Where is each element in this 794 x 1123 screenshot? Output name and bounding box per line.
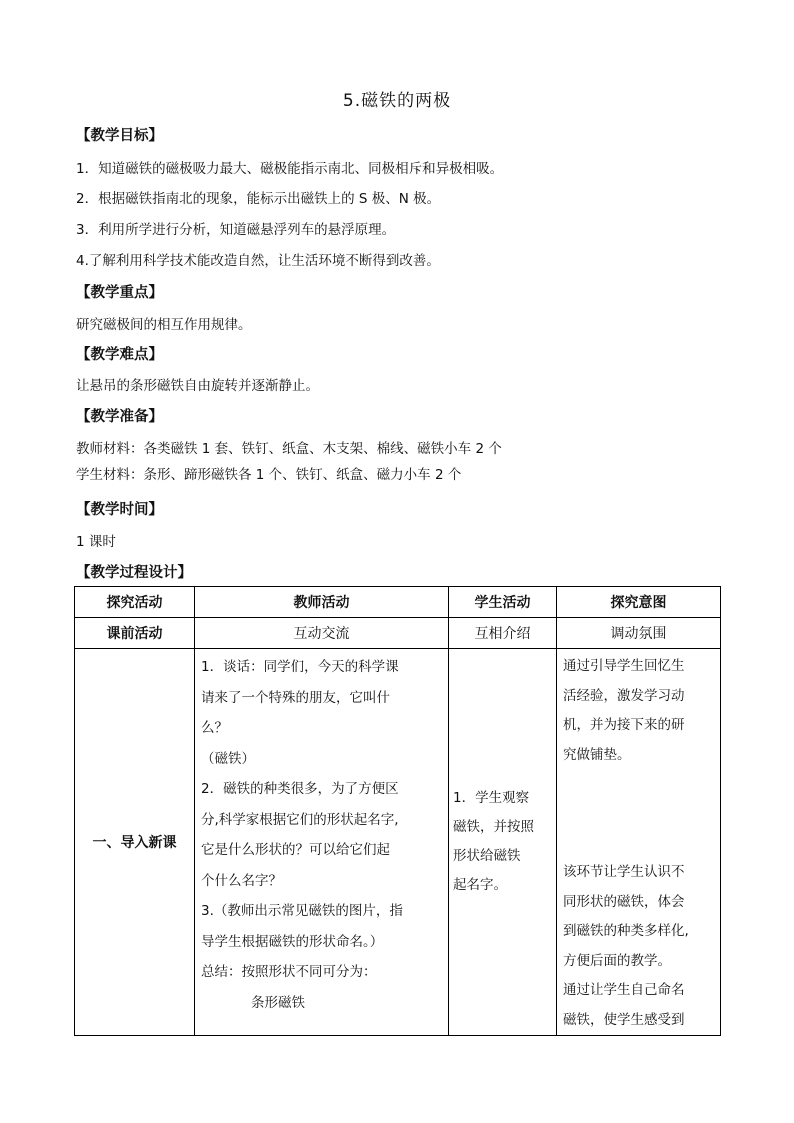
cell-intent: 调动氛围 [557,618,721,649]
header-student: 学生活动 [449,587,557,618]
difficulty-heading: 【教学难点】 [76,347,163,363]
text-line: 导学生根据磁铁的形状命名。） [201,933,384,950]
spacer [563,770,720,858]
text-line: 到磁铁的种类多样化, [563,923,689,939]
objective-2: 2．根据磁铁指南北的现象，能标示出磁铁上的 S 极、N 极。 [76,191,441,207]
text-line: 1．学生观察 [453,790,530,806]
text-line: 究做铺垫。 [563,746,631,763]
key-points-heading: 【教学重点】 [76,285,163,301]
text-line: 它是什么形状的？可以给它们起 [201,842,390,858]
objectives-heading: 【教学目标】 [76,128,163,144]
objective-1: 1．知道磁铁的磁极吸力最大、磁极能指示南北、同极相斥和异极相吸。 [76,161,504,177]
text-line: 1．谈话：同学们，今天的科学课 [201,659,399,675]
cell-teacher [195,649,449,1036]
header-intent: 探究意图 [557,587,721,618]
intent-text [563,652,720,1035]
table-row-pre-class [75,618,721,649]
table-header-row [75,587,721,618]
preparation-heading: 【教学准备】 [76,409,163,425]
cell-teacher: 互动交流 [195,618,449,649]
cell-activity: 课前活动 [75,618,195,649]
objective-3: 3．利用所学进行分析，知道磁悬浮列车的悬浮原理。 [76,222,396,238]
text-line: 个什么名字？ [201,872,282,889]
text-line: 活经验，激发学习动 [563,687,685,704]
preparation-teacher: 教师材料：各类磁铁 1 套、铁钉、纸盒、木支架、棉线、磁铁小车 2 个 [76,441,502,457]
text-line: 形状给磁铁 [453,848,521,864]
table-row-intro [75,649,721,1036]
student-activity-text [453,784,556,900]
text-line: 该环节让学生认识不 [563,864,685,880]
header-activity: 探究活动 [75,587,195,618]
cell-student [449,649,557,1036]
text-line: 3.（教师出示常见磁铁的图片，指 [201,903,403,919]
cell-intent [557,649,721,1036]
text-line: 磁铁，使学生感受到 [563,1011,685,1028]
text-line: 总结：按照形状不同可分为： [201,964,377,980]
cell-student: 互相介绍 [449,618,557,649]
text-line: 通过引导学生回忆生 [563,658,685,674]
text-line: 通过让学生自己命名 [563,982,685,998]
text-line: 分,科学家根据它们的形状起名字, [201,811,399,828]
text-line: 磁铁，并按照 [453,819,534,835]
text-line: 条形磁铁 [251,994,305,1011]
process-table [74,586,721,1036]
cell-activity: 一、导入新课 [75,649,195,1036]
document-title: 5.磁铁的两极 [342,91,452,111]
text-line: 机，并为接下来的研 [563,717,685,733]
time-text: 1 课时 [76,534,116,550]
text-line: 方便后面的教学。 [563,952,671,969]
time-heading: 【教学时间】 [76,502,163,518]
key-points-text: 研究磁极间的相互作用规律。 [76,317,252,333]
text-line: （磁铁） [201,750,255,767]
text-line: 同形状的磁铁，体会 [563,893,685,910]
text-line: 么？ [201,720,228,736]
objective-4: 4.了解利用科学技术能改造自然，让生活环境不断得到改善。 [76,253,440,269]
text-line: 2．磁铁的种类很多，为了方便区 [201,781,399,797]
teacher-activity-text [201,652,448,1018]
header-teacher: 教师活动 [195,587,449,618]
difficulty-text: 让悬吊的条形磁铁自由旋转并逐渐静止。 [76,378,319,394]
text-line: 请来了一个特殊的朋友，它叫什 [201,689,390,706]
process-heading: 【教学过程设计】 [76,565,192,581]
preparation-student: 学生材料：条形、蹄形磁铁各 1 个、铁钉、纸盒、磁力小车 2 个 [76,467,462,483]
text-line: 起名字。 [453,877,507,893]
